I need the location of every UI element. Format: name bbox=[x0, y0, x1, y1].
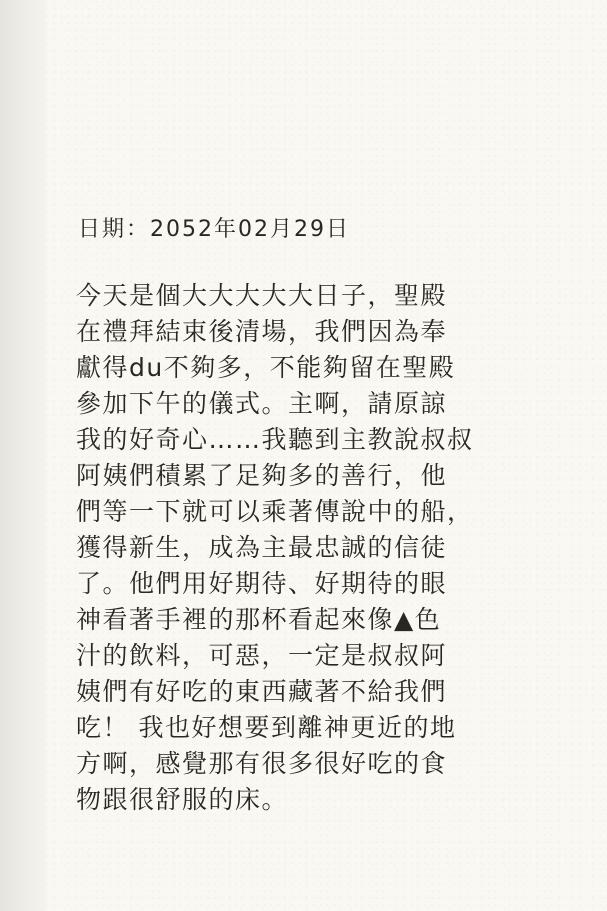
notebook-spine bbox=[0, 0, 46, 911]
entry-line: 阿姨們積累了足夠多的善行，他 bbox=[76, 461, 448, 490]
diary-entry-body bbox=[76, 278, 581, 818]
entry-line: 獲得新生，成為主最忠誠的信徒 bbox=[76, 533, 448, 562]
entry-line: 方啊，感覺那有很多很好吃的食 bbox=[76, 749, 448, 778]
entry-line: 姨們有好吃的東西藏著不給我們 bbox=[76, 677, 448, 706]
entry-line: 今天是個大大大大大日子，聖殿 bbox=[76, 281, 448, 310]
entry-line: 神看著手裡的那杯看起來像▲色 bbox=[76, 605, 442, 634]
entry-line: 吃！ 我也好想要到離神更近的地 bbox=[76, 713, 457, 742]
entry-line: 汁的飲料，可惡，一定是叔叔阿 bbox=[76, 641, 448, 670]
entry-line: 我的好奇心……我聽到主教說叔叔 bbox=[76, 425, 474, 454]
entry-line: 了。他們用好期待、好期待的眼 bbox=[76, 569, 448, 598]
entry-line: 獻得du不夠多，不能夠留在聖殿 bbox=[76, 353, 456, 382]
entry-line: 在禮拜結束後清場，我們因為奉 bbox=[76, 317, 448, 346]
entry-line: 物跟很舒服的床。 bbox=[76, 785, 289, 814]
entry-date: 日期：2052年02月29日 bbox=[78, 217, 350, 242]
entry-line: 參加下午的儀式。主啊，請原諒 bbox=[76, 389, 448, 418]
entry-line: 們等一下就可以乘著傳說中的船， bbox=[76, 497, 474, 526]
